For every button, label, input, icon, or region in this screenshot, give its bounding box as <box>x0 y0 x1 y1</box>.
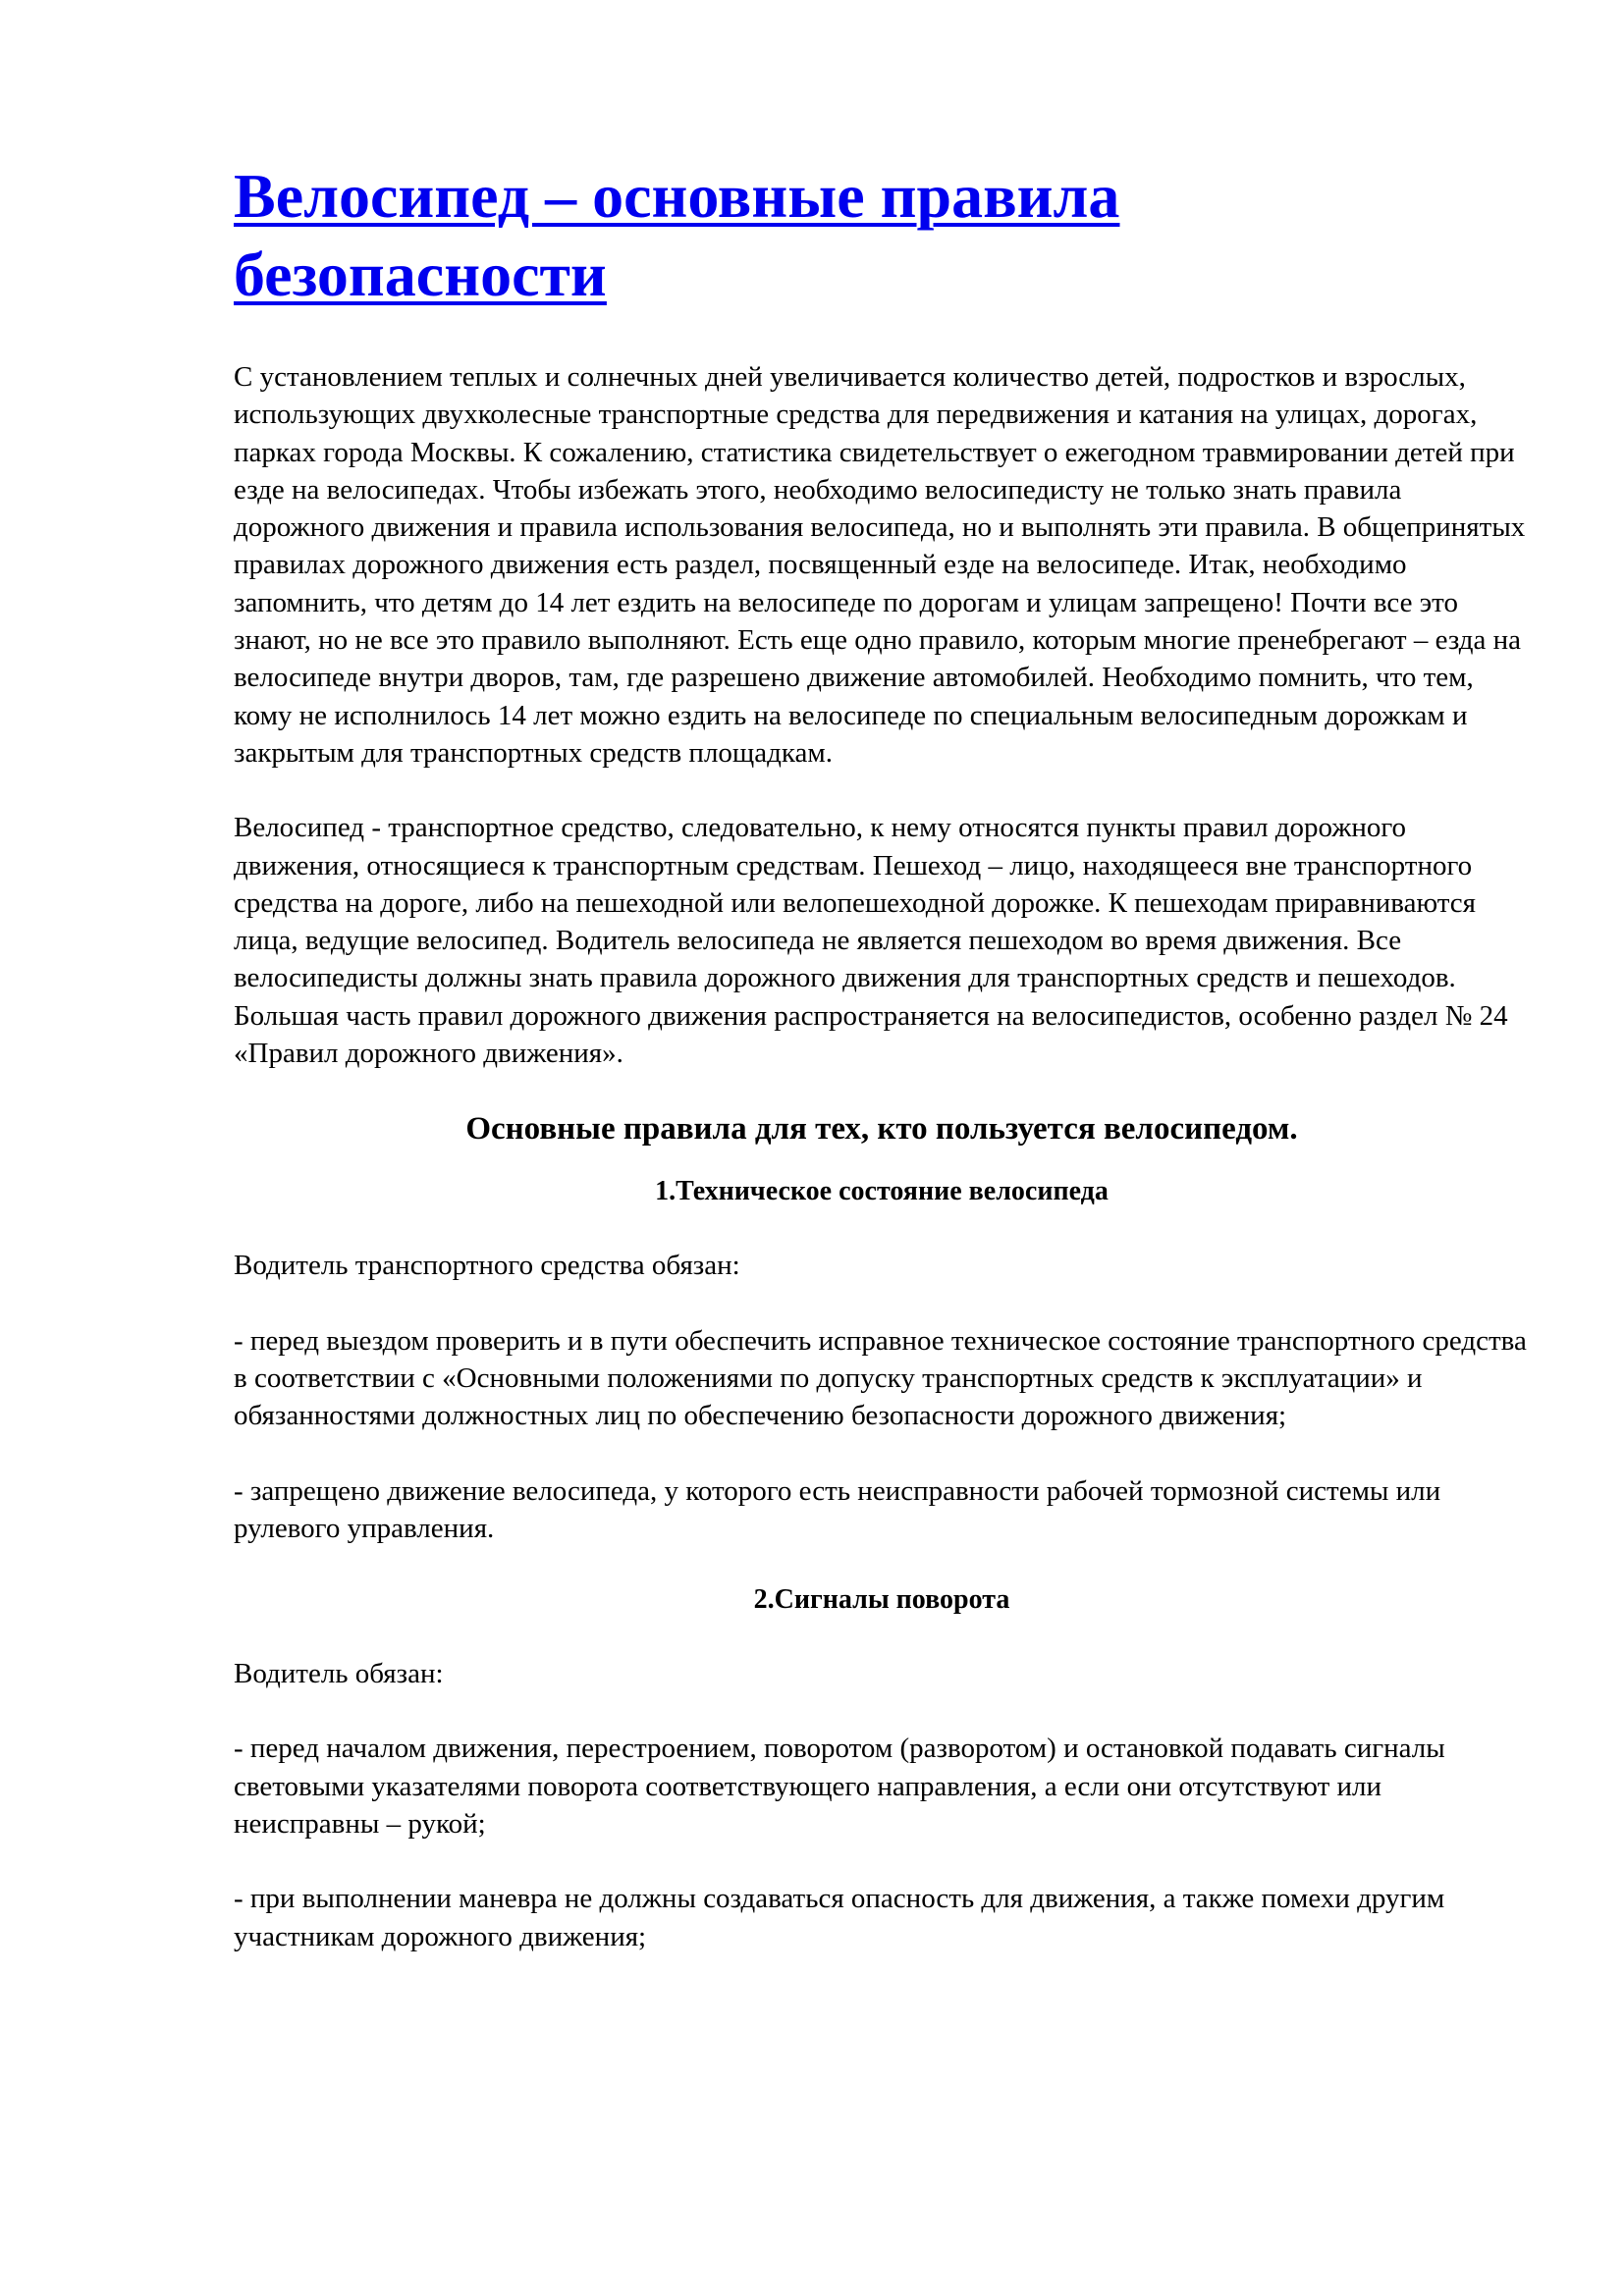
title-link[interactable]: Велосипед – основные правила безопасности <box>234 161 1120 309</box>
page-title <box>234 157 1314 314</box>
section-item: - при выполнении маневра не должны создаваться опасность для движения, а также помехи другим участникам дорожного движения; <box>234 1883 1445 1952</box>
section-heading-technical-condition: 1.Техническое состояние велосипеда <box>655 1176 1109 1207</box>
rules-heading: Основные правила для тех, кто пользуется велосипедом. <box>465 1111 1298 1148</box>
document-page <box>234 157 1530 1955</box>
section-lead: Водитель транспортного средства обязан: <box>234 1250 740 1282</box>
section-item: - перед выездом проверить и в пути обеспечить исправное техническое состояние транспортного средства в соответствии с «Основными положениями по допуску транспортных средств к эксплуатации» и обязанностями должностных лиц по обеспечению безопасности дорожного движения; <box>234 1324 1527 1432</box>
section-item: - запрещено движение велосипеда, у которого есть неисправности рабочей тормозной системы или рулевого управления. <box>234 1474 1441 1544</box>
section-item: - перед началом движения, перестроением, поворотом (разворотом) и остановкой подавать сигналы световыми указателями поворота соответствующего направления, а если они отсутствуют или неисправны – рукой; <box>234 1733 1445 1841</box>
intro-paragraph: Велосипед - транспортное средство, следовательно, к нему относятся пункты правил дорожного движения, относящиеся к транспортным средствам. Пешеход – лицо, находящееся вне транспортного средства на дороге, либо на пешеходной или велопешеходной дорожке. К пешеходам приравниваются лица, ведущие велосипед. Водитель велосипеда не является пешеходом во время движения. Все велосипедисты должны знать правила дорожного движения для транспортных средств и пешеходов. Большая часть правил дорожного движения распространяется на велосипедистов, особенно раздел № 24 «Правил дорожного движения». <box>234 812 1508 1070</box>
intro-paragraph: С установлением теплых и солнечных дней увеличивается количество детей, подростков и взрослых, использующих двухколесные транспортные средства для передвижения и катания на улицах, дорогах, парках города Москвы. К сожалению, статистика свидетельствует о ежегодном травмировании детей при езде на велосипедах. Чтобы избежать этого, необходимо велосипедисту не только знать правила дорожного движения и правила использования велосипеда, но и выполнять эти правила. В общепринятых правилах дорожного движения есть раздел, посвященный езде на велосипеде. Итак, необходимо запомнить, что детям до 14 лет ездить на велосипеде по дорогам и улицам запрещено! Почти все это знают, но не все это правило выполняют. Есть еще одно правило, которым многие пренебрегают – езда на велосипеде внутри дворов, там, где разрешено движение автомобилей. Необходимо помнить, что тем, кому не исполнилось 14 лет можно ездить на велосипеде по специальным велосипедным дорожкам и закрытым для транспортных средств площадкам. <box>234 361 1526 769</box>
section-heading-turn-signals: 2.Сигналы поворота <box>753 1584 1010 1616</box>
section-lead: Водитель обязан: <box>234 1658 444 1690</box>
